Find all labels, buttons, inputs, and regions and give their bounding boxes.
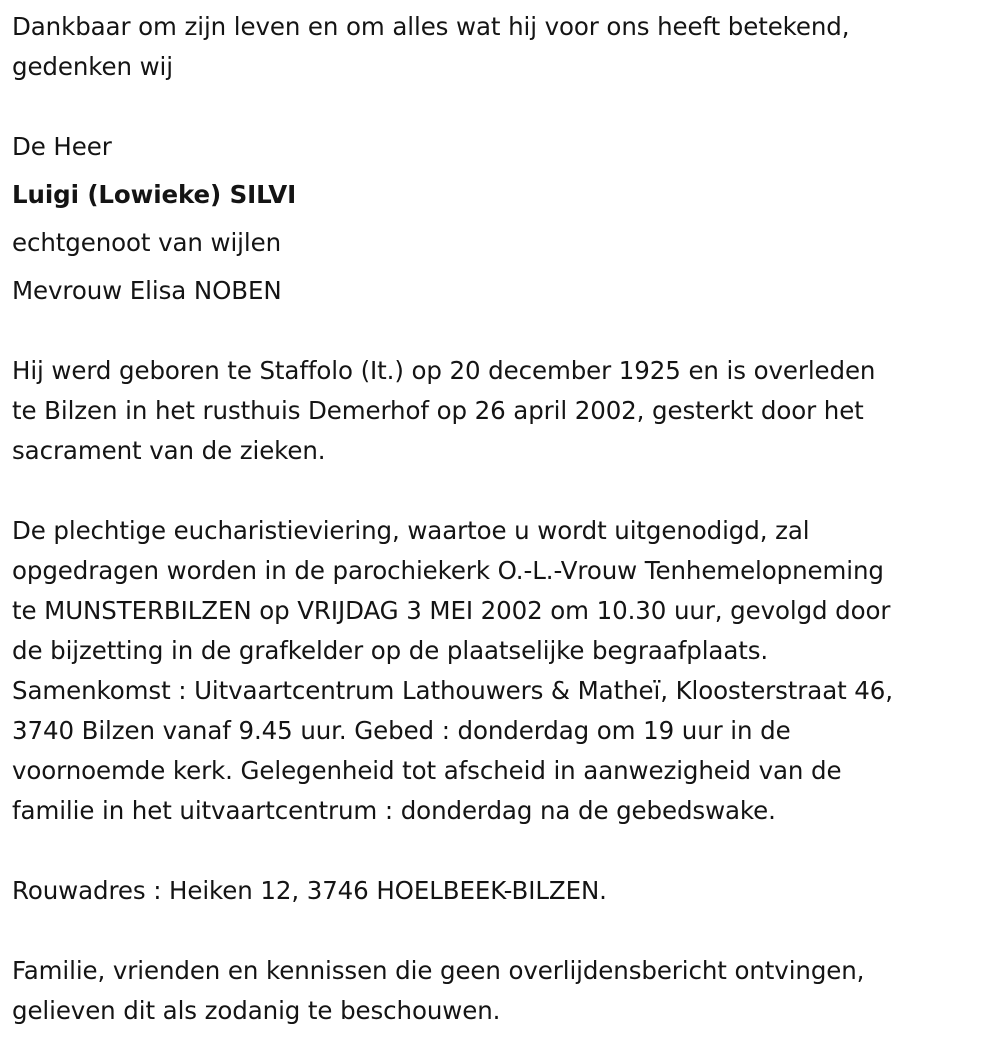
death-notice bbox=[12, 7, 992, 1031]
person-relation: echtgenoot van wijlen bbox=[12, 228, 281, 257]
ceremony-line: de bijzetting in de grafkelder op de plaatselijke begraafplaats. bbox=[12, 636, 769, 665]
ceremony-line: De plechtige eucharistieviering, waartoe u wordt uitgenodigd, zal bbox=[12, 516, 810, 545]
closing-paragraph bbox=[12, 951, 992, 1031]
ceremony-line: Samenkomst : Uitvaartcentrum Lathouwers & Matheï, Kloosterstraat 46, bbox=[12, 676, 893, 705]
ceremony-line: voornoemde kerk. Gelegenheid tot afscheid in aanwezigheid van de bbox=[12, 756, 842, 785]
intro-paragraph bbox=[12, 7, 992, 87]
ceremony-line: familie in het uitvaartcentrum : donderdag na de gebedswake. bbox=[12, 796, 776, 825]
closing-line: gelieven dit als zodanig te beschouwen. bbox=[12, 996, 501, 1025]
intro-line-2: gedenken wij bbox=[12, 52, 173, 81]
person-spouse: Mevrouw Elisa NOBEN bbox=[12, 276, 282, 305]
ceremony-line: 3740 Bilzen vanaf 9.45 uur. Gebed : donderdag om 19 uur in de bbox=[12, 716, 791, 745]
ceremony-paragraph bbox=[12, 511, 992, 831]
person-name: Luigi (Lowieke) SILVI bbox=[12, 180, 297, 209]
mourning-address: Rouwadres : Heiken 12, 3746 HOELBEEK-BILZEN. bbox=[12, 876, 607, 905]
birth-death-line: sacrament van de zieken. bbox=[12, 436, 326, 465]
intro-line-1: Dankbaar om zijn leven en om alles wat hij voor ons heeft betekend, bbox=[12, 12, 850, 41]
spacer bbox=[12, 911, 992, 951]
birth-death-line: Hij werd geboren te Staffolo (It.) op 20 december 1925 en is overleden bbox=[12, 356, 876, 385]
spacer bbox=[12, 87, 992, 127]
person-title: De Heer bbox=[12, 132, 112, 161]
spacer bbox=[12, 471, 992, 511]
ceremony-line: opgedragen worden in de parochiekerk O.-L.-Vrouw Tenhemelopneming bbox=[12, 556, 884, 585]
birth-death-line: te Bilzen in het rusthuis Demerhof op 26 april 2002, gesterkt door het bbox=[12, 396, 864, 425]
closing-line: Familie, vrienden en kennissen die geen overlijdensbericht ontvingen, bbox=[12, 956, 865, 985]
spacer bbox=[12, 831, 992, 871]
birth-death-paragraph bbox=[12, 351, 992, 471]
address-paragraph bbox=[12, 871, 992, 911]
person-block bbox=[12, 123, 992, 315]
spacer bbox=[12, 311, 992, 351]
ceremony-line: te MUNSTERBILZEN op VRIJDAG 3 MEI 2002 om 10.30 uur, gevolgd door bbox=[12, 596, 891, 625]
